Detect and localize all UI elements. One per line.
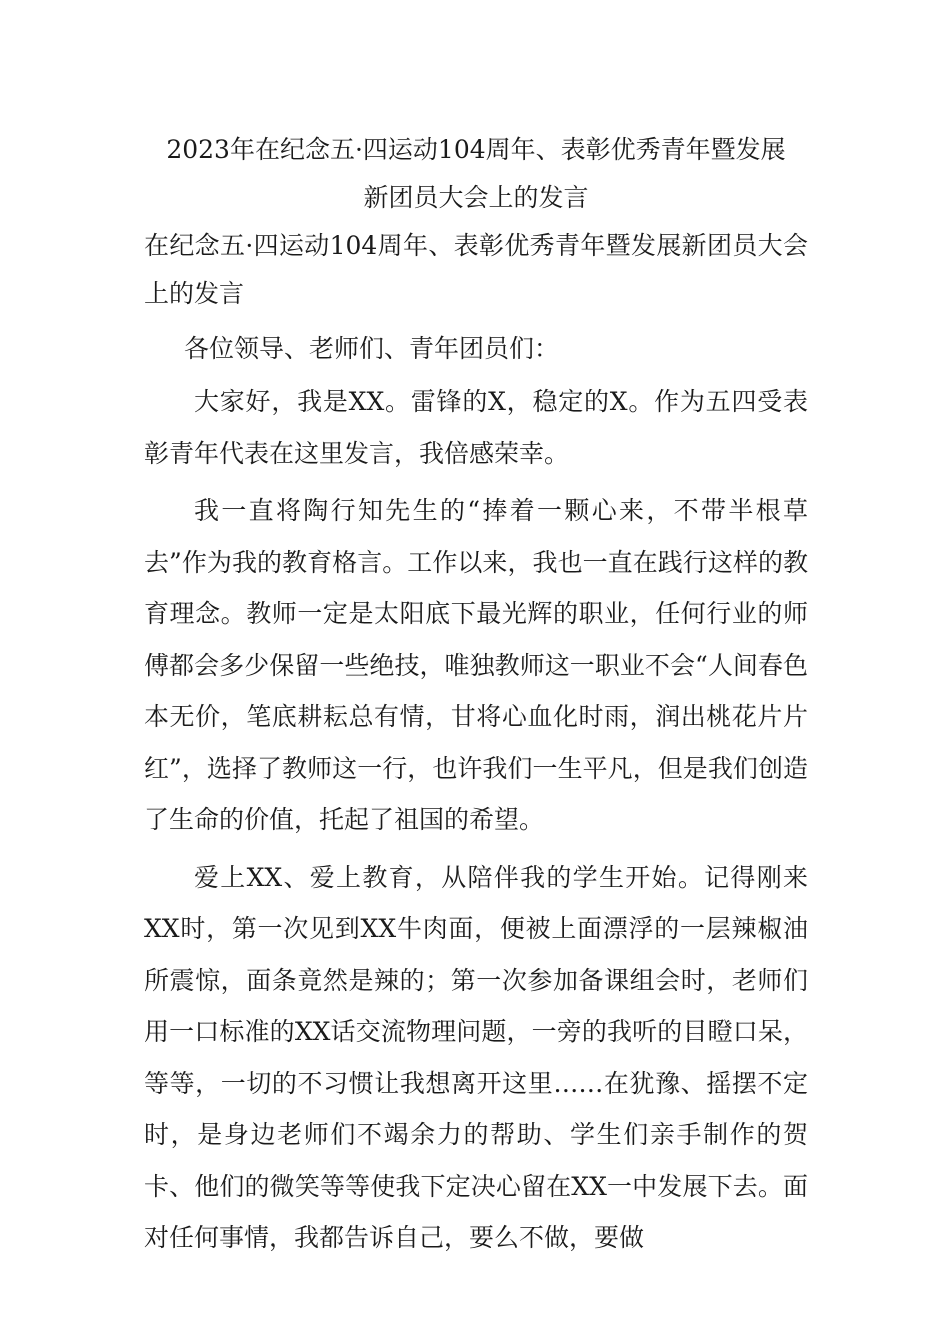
paragraph-1: 大家好，我是XX。雷锋的X，稳定的X。作为五四受表彰青年代表在这里发言，我倍感荣幸。 [144, 387, 808, 468]
title-line-1: 2023年在纪念五·四运动104周年、表彰优秀青年暨发展 [166, 135, 786, 164]
document-body [144, 126, 808, 1264]
title-line-2: 新团员大会上的发言 [363, 183, 589, 212]
paragraph-3: 爱上XX、爱上教育，从陪伴我的学生开始。记得刚来XX时，第一次见到XX牛肉面，便被上面漂浮的一层辣椒油所震惊，面条竟然是辣的；第一次参加备课组会时，老师们用一口标准的XX话交流物理问题，一旁的我听的目瞪口呆，等等，一切的不习惯让我想离开这里……在犹豫、摇摆不定时，是身边老师们不竭余力的帮助、学生们亲手制作的贺卡、他们的微笑等等使我下定决心留在XX一中发展下去。面对任何事情，我都告诉自己，要么不做，要做 [144, 862, 808, 1252]
document-title [144, 126, 808, 222]
document-subtitle: 在纪念五·四运动104周年、表彰优秀青年暨发展新团员大会上的发言 [144, 231, 808, 308]
salutation: 各位领导、老师们、青年团员们： [184, 334, 560, 363]
paragraph-2: 我一直将陶行知先生的“捧着一颗心来，不带半根草去”作为我的教育格言。工作以来，我也一直在践行这样的教育理念。教师一定是太阳底下最光辉的职业，任何行业的师傅都会多少保留一些绝技，唯独教师这一职业不会“人间春色本无价，笔底耕耘总有情，甘将心血化时雨，润出桃花片片红”，选择了教师这一行，也许我们一生平凡，但是我们创造了生命的价值，托起了祖国的希望。 [144, 496, 808, 834]
